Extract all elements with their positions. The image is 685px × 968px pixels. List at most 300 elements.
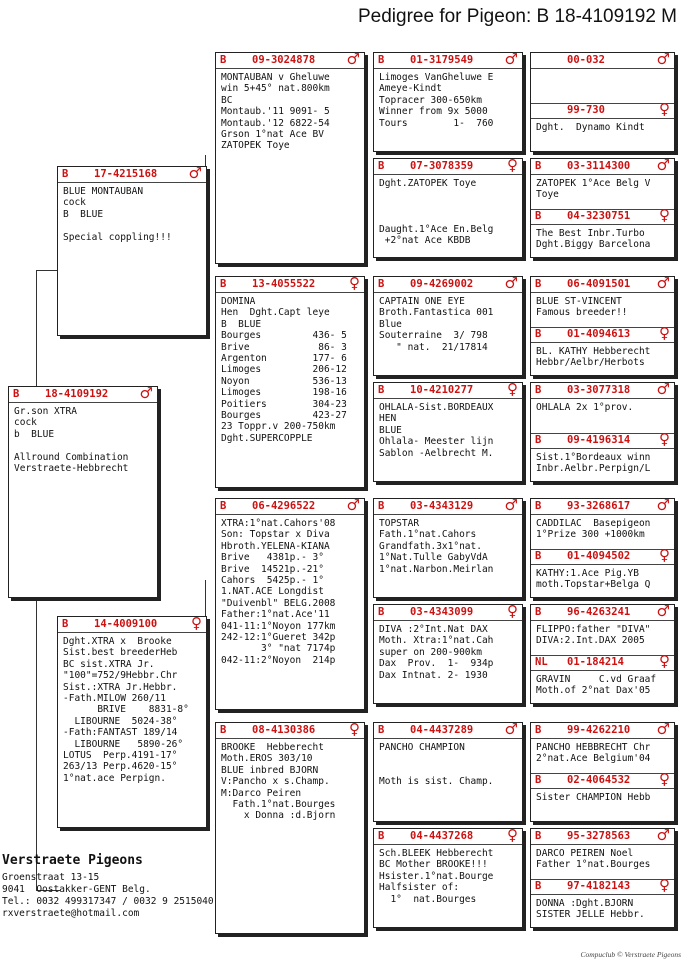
note-line: Gr.son XTRA xyxy=(14,406,77,417)
note-line xyxy=(63,220,203,231)
note-line: BC xyxy=(221,94,233,106)
note-line xyxy=(379,212,519,223)
pigeon-header xyxy=(216,723,364,739)
pigeon-card-g4-3[interactable] xyxy=(373,276,523,376)
pigeon-notes xyxy=(216,515,364,666)
ring-number: 93-3268617 xyxy=(567,500,631,512)
note-line: x Donna :d.Bjorn xyxy=(221,810,336,822)
pigeon-pair-3 xyxy=(530,276,675,376)
note-line: Limoges 198-16 xyxy=(221,387,347,399)
ring-number: 09-4269002 xyxy=(410,278,474,290)
pigeon-card-g5-hen[interactable] xyxy=(531,876,674,928)
note-line: 042-11:2°Noyon 214p xyxy=(221,654,336,666)
pigeon-header xyxy=(531,206,674,225)
ring-number: 09-3024878 xyxy=(252,54,316,66)
country-code: B xyxy=(535,434,542,446)
pigeon-notes xyxy=(531,621,674,647)
pigeon-notes xyxy=(531,343,674,369)
breeder-email[interactable]: rxverstraete@hotmail.com xyxy=(2,908,140,919)
ring-number: 13-4055522 xyxy=(252,278,316,290)
note-line: Brive 4381p.- 3° xyxy=(221,552,324,564)
pigeon-pair-5 xyxy=(530,498,675,598)
female-symbol-icon: ♀ xyxy=(659,430,670,448)
pigeon-pair-4 xyxy=(530,382,675,482)
country-code: B xyxy=(535,500,542,512)
note-line: Halfsister of: xyxy=(379,882,460,894)
note-line: LOTUS Perp.4191-17° xyxy=(63,750,178,762)
note-line: PANCHO CHAMPION xyxy=(379,742,465,753)
pigeon-header xyxy=(531,53,674,69)
pigeon-card-g4-7[interactable] xyxy=(373,722,523,822)
country-code: B xyxy=(535,724,542,736)
male-symbol-icon: ♂ xyxy=(656,828,670,844)
pigeon-header xyxy=(374,53,522,69)
note-line: Winner from 9x 5000 xyxy=(379,106,488,118)
pigeon-card-sire-sire[interactable] xyxy=(215,52,365,264)
note-line: b BLUE xyxy=(14,428,55,440)
ring-number: 14-4009100 xyxy=(94,618,158,630)
pigeon-header xyxy=(531,499,674,515)
pigeon-header xyxy=(216,499,364,515)
note-line: FLIPPO:father "DIVA" xyxy=(536,624,651,635)
country-code: B xyxy=(535,830,542,842)
note-line: Toye xyxy=(536,189,559,201)
pigeon-card-dam-dam[interactable] xyxy=(215,722,365,934)
note-line: -Fath.MILOW 260/11 xyxy=(63,693,166,705)
note-line: Sch.BLEEK Hebberecht xyxy=(379,848,494,859)
pigeon-notes xyxy=(531,789,674,803)
male-symbol-icon: ♂ xyxy=(139,386,153,402)
note-line: 1° nat.Bourges xyxy=(379,893,477,905)
pigeon-notes xyxy=(58,183,206,243)
pigeon-notes xyxy=(531,895,674,921)
note-line: Topracer 300-650km xyxy=(379,94,482,106)
country-code: B xyxy=(378,54,385,66)
female-symbol-icon: ♀ xyxy=(507,382,518,398)
pigeon-header xyxy=(531,324,674,343)
note-line: Poitiers 304-23 xyxy=(221,398,347,410)
note-line: CADDILAC Basepigeon xyxy=(536,518,651,529)
note-line: Sist.:XTRA Jr.Hebbr. xyxy=(63,681,178,693)
female-symbol-icon: ♀ xyxy=(659,652,670,670)
pigeon-pair-2 xyxy=(530,158,675,258)
pigeon-card-g4-4[interactable] xyxy=(373,382,523,482)
note-line: XTRA:1°nat.Cahors'08 xyxy=(221,518,336,529)
ring-number: 01-4094613 xyxy=(567,328,631,340)
note-line: 3° "nat 7174p xyxy=(221,643,336,655)
note-line: Limoges VanGheluwe E xyxy=(379,72,494,83)
female-symbol-icon: ♀ xyxy=(507,828,518,844)
note-line: Verstraete-Hebbrecht xyxy=(14,463,129,475)
note-line: Blue xyxy=(379,318,402,330)
note-line: B BLUE xyxy=(63,208,104,220)
pigeon-header xyxy=(531,829,674,845)
pigeon-card-g4-8[interactable] xyxy=(373,828,523,928)
note-line: Allround Combination xyxy=(14,451,129,463)
male-symbol-icon: ♂ xyxy=(656,276,670,292)
note-line: Hen Dght.Capt leye xyxy=(221,307,330,319)
note-line: DARCO PEIREN Noel xyxy=(536,848,634,859)
note-line: Moth.of 2°nat Dax'05 xyxy=(536,685,651,697)
note-line: Dght. Dynamo Kindt xyxy=(536,122,645,133)
note-line: 23 Toppr.v 200-750km xyxy=(221,421,336,433)
pigeon-notes xyxy=(531,671,674,697)
note-line: Montaub.'12 6822-54 xyxy=(221,117,330,129)
ring-number: 03-3114300 xyxy=(567,160,631,172)
note-line: 1°nat.Narbon.Meirlan xyxy=(379,563,494,575)
pigeon-notes xyxy=(216,69,364,152)
male-symbol-icon: ♂ xyxy=(346,52,360,68)
note-line: Son: Topstar x Diva xyxy=(221,529,330,541)
note-line: "Duivenbl" BELG.2008 xyxy=(221,597,336,609)
ring-number: 17-4215168 xyxy=(94,168,158,180)
ring-number: 06-4296522 xyxy=(252,500,316,512)
note-line: Dght.XTRA x Brooke xyxy=(63,636,172,647)
pigeon-card-dam-sire[interactable] xyxy=(215,498,365,710)
note-line: Sablon -Aelbrecht M. xyxy=(379,447,494,459)
note-line: Moth is sist. Champ. xyxy=(379,776,494,788)
note-line: 2°nat.Ace Belgium'04 xyxy=(536,753,651,765)
note-line: BLUE ST-VINCENT xyxy=(536,296,622,307)
pigeon-notes xyxy=(216,739,364,822)
pigeon-card-g5-hen[interactable] xyxy=(531,324,674,376)
note-line: Sist.1°Bordeaux winn xyxy=(536,452,651,463)
pigeon-notes xyxy=(216,293,364,444)
note-line: Moth. Xtra:1°nat.Cah xyxy=(379,635,494,647)
pigeon-card-dam[interactable] xyxy=(57,616,207,828)
note-line: "100"=752/9Hebbr.Chr xyxy=(63,670,178,682)
note-line: TOPSTAR xyxy=(379,518,420,529)
ring-number: 06-4091501 xyxy=(567,278,631,290)
pigeon-notes xyxy=(531,399,674,413)
female-symbol-icon: ♀ xyxy=(507,604,518,620)
pigeon-card-g4-5[interactable] xyxy=(373,498,523,598)
note-line: GRAVIN C.vd Graaf xyxy=(536,674,657,685)
country-code: B xyxy=(378,384,385,396)
note-line: 1°Nat.Tulle GabyVdA xyxy=(379,552,488,564)
pigeon-header xyxy=(58,167,206,183)
pigeon-notes xyxy=(531,449,674,475)
note-line: Dght.Biggy Barcelona xyxy=(536,239,651,251)
note-line: 242-12:1°Gueret 342p xyxy=(221,632,336,644)
pigeon-header xyxy=(531,876,674,895)
pigeon-header xyxy=(374,499,522,515)
male-symbol-icon: ♂ xyxy=(656,382,670,398)
note-line: Hbroth.YELENA-KIANA xyxy=(221,540,330,552)
ring-number: 01-184214 xyxy=(567,656,624,668)
note-line: V:Pancho x s.Champ. xyxy=(221,776,330,788)
ring-number: 01-4094502 xyxy=(567,550,631,562)
pigeon-header xyxy=(9,387,157,403)
note-line: BC Mother BROOKE!!! xyxy=(379,859,488,871)
note-line: BLUE xyxy=(379,424,402,436)
pigeon-notes xyxy=(374,515,522,575)
ring-number: 08-4130386 xyxy=(252,724,316,736)
note-line: BROOKE Hebberecht xyxy=(221,742,324,753)
pigeon-header xyxy=(374,383,522,399)
ring-number: 01-3179549 xyxy=(410,54,474,66)
country-code: B xyxy=(62,168,69,180)
note-line: 1°Prize 300 +1000km xyxy=(536,529,645,541)
note-line: Bourges 423-27 xyxy=(221,410,347,422)
note-line: Souterraine 3/ 798 xyxy=(379,330,488,342)
ring-number: 03-4343129 xyxy=(410,500,474,512)
page-title: Pedigree for Pigeon: B 18-4109192 M xyxy=(358,6,677,27)
note-line: The Best Inbr.Turbo xyxy=(536,228,645,239)
note-line: MONTAUBAN v Gheluwe xyxy=(221,72,330,83)
ring-number: 95-3278563 xyxy=(567,830,631,842)
ring-number: 00-032 xyxy=(567,54,605,66)
note-line: Sister CHAMPION Hebb xyxy=(536,792,651,803)
female-symbol-icon: ♀ xyxy=(507,158,518,174)
note-line: Montaub.'11 9091- 5 xyxy=(221,106,330,118)
pigeon-notes xyxy=(531,739,674,765)
note-line: Tours 1- 760 xyxy=(379,117,494,129)
note-line: Father 1°nat.Bourges xyxy=(536,859,651,871)
note-line: Brive 86- 3 xyxy=(221,341,347,353)
pigeon-card-g5-cock[interactable] xyxy=(531,159,674,209)
note-line: 1°nat.ace Perpign. xyxy=(63,772,166,784)
ring-number: 03-3077318 xyxy=(567,384,631,396)
pigeon-notes xyxy=(531,69,674,72)
pigeon-card-g5-hen[interactable] xyxy=(531,100,674,152)
note-line: BC sist.XTRA Jr. xyxy=(63,658,155,670)
pigeon-card-g5-cock[interactable] xyxy=(531,723,674,773)
note-line: Inbr.Aelbr.Perpign/L xyxy=(536,463,651,475)
note-line: LIBOURNE 5024-38° xyxy=(63,715,178,727)
female-symbol-icon: ♀ xyxy=(349,722,360,738)
pigeon-pair-7 xyxy=(530,722,675,822)
country-code: B xyxy=(220,500,227,512)
male-symbol-icon: ♂ xyxy=(504,722,518,738)
pigeon-header xyxy=(531,383,674,399)
female-symbol-icon: ♀ xyxy=(349,276,360,292)
pigeon-header xyxy=(531,546,674,565)
pigeon-pair-8 xyxy=(530,828,675,928)
pigeon-notes xyxy=(374,621,522,681)
note-line: DONNA :Dght.BJORN xyxy=(536,898,634,909)
note-line: PANCHO HEBBRECHT Chr xyxy=(536,742,651,753)
pigeon-header xyxy=(58,617,206,633)
breeder-address-2: 9041 Oostakker-GENT Belg. xyxy=(2,884,151,895)
country-code: B xyxy=(62,618,69,630)
pigeon-card-sire[interactable] xyxy=(57,166,207,336)
note-line: Dght.SUPERCOPPLE xyxy=(221,432,313,444)
note-line: Ameye-Kindt xyxy=(379,83,442,95)
ring-number: 04-4437268 xyxy=(410,830,474,842)
note-line: +2°nat Ace KBDB xyxy=(379,234,471,246)
note-line: Hsister.1°nat.Bourge xyxy=(379,870,494,882)
pigeon-card-sire-dam[interactable] xyxy=(215,276,365,488)
ring-number: 04-4437289 xyxy=(410,724,474,736)
pigeon-card-g5-cock[interactable] xyxy=(531,605,674,655)
pigeon-card-g5-cock[interactable] xyxy=(531,499,674,549)
note-line: CAPTAIN ONE EYE xyxy=(379,296,465,307)
pigeon-card-g5-hen[interactable] xyxy=(531,430,674,482)
note-line xyxy=(379,753,519,764)
note-line: Cahors 5425p.- 1° xyxy=(221,575,324,587)
note-line: DIVA :2°Int.Nat DAX xyxy=(379,624,488,635)
pigeon-pair-6 xyxy=(530,604,675,704)
note-line: Noyon 536-13 xyxy=(221,375,347,387)
note-line xyxy=(379,765,519,776)
pigeon-card-g5-cock[interactable] xyxy=(531,829,674,879)
pigeon-header xyxy=(531,652,674,671)
pigeon-header xyxy=(374,159,522,175)
pigeon-notes xyxy=(374,845,522,905)
note-line: " nat. 21/17814 xyxy=(379,341,488,353)
pigeon-notes xyxy=(531,175,674,201)
pigeon-header xyxy=(531,770,674,789)
pigeon-notes xyxy=(58,633,206,784)
male-symbol-icon: ♂ xyxy=(504,52,518,68)
note-line: Dax Prov. 1- 934p xyxy=(379,658,494,670)
country-code: B xyxy=(13,388,20,400)
country-code: B xyxy=(535,880,542,892)
pigeon-notes xyxy=(374,399,522,459)
pigeon-notes xyxy=(531,225,674,251)
female-symbol-icon: ♀ xyxy=(191,616,202,632)
note-line: 263/13 Perp.4620-15° xyxy=(63,761,178,773)
male-symbol-icon: ♂ xyxy=(656,722,670,738)
country-code: B xyxy=(220,278,227,290)
note-line: OHLALA 2x 1°prov. xyxy=(536,402,634,413)
pigeon-card-subject[interactable] xyxy=(8,386,158,598)
pigeon-notes xyxy=(374,739,522,788)
pigeon-notes xyxy=(9,403,157,474)
ring-number: 99-4262210 xyxy=(567,724,631,736)
ring-number: 18-4109192 xyxy=(45,388,109,400)
pigeon-header xyxy=(374,277,522,293)
breeder-info xyxy=(2,853,214,920)
pigeon-header xyxy=(216,277,364,293)
pigeon-card-g4-2[interactable] xyxy=(373,158,523,258)
note-line: BRIVE 8831-8° xyxy=(63,704,189,716)
female-symbol-icon: ♀ xyxy=(659,770,670,788)
note-line xyxy=(379,189,519,200)
note-line: BLUE MONTAUBAN xyxy=(63,186,144,197)
ring-number: 03-4343099 xyxy=(410,606,474,618)
pigeon-card-g5-hen[interactable] xyxy=(531,546,674,598)
note-line: Fath.1°nat.Bourges xyxy=(221,799,336,811)
note-line: Brive 14521p.-21° xyxy=(221,563,324,575)
pigeon-header xyxy=(531,605,674,621)
female-symbol-icon: ♀ xyxy=(659,206,670,224)
note-line: Special coppling!!! xyxy=(63,231,172,243)
female-symbol-icon: ♀ xyxy=(659,100,670,118)
note-line: OHLALA-Sist.BORDEAUX xyxy=(379,402,494,413)
note-line xyxy=(14,440,154,451)
pigeon-card-g5-hen[interactable] xyxy=(531,206,674,258)
country-code: B xyxy=(535,774,542,786)
pigeon-card-g5-cock[interactable] xyxy=(531,53,674,103)
country-code: B xyxy=(535,384,542,396)
ring-number: 96-4263241 xyxy=(567,606,631,618)
pigeon-card-g5-cock[interactable] xyxy=(531,277,674,327)
pigeon-card-g5-cock[interactable] xyxy=(531,383,674,433)
pigeon-notes xyxy=(531,515,674,541)
female-symbol-icon: ♀ xyxy=(659,324,670,342)
country-code: B xyxy=(378,160,385,172)
country-code: B xyxy=(535,550,542,562)
note-line: super on 200-900km xyxy=(379,646,482,658)
male-symbol-icon: ♂ xyxy=(656,498,670,514)
male-symbol-icon: ♂ xyxy=(188,166,202,182)
pigeon-header xyxy=(374,605,522,621)
pigeon-notes xyxy=(531,119,674,133)
note-line: 041-11:1°Noyon 177km xyxy=(221,620,336,632)
note-line: Hebbr/Aelbr/Herbots xyxy=(536,357,645,369)
note-line: win 5+45° nat.800km xyxy=(221,83,330,95)
pigeon-card-g4-1[interactable] xyxy=(373,52,523,152)
country-code: B xyxy=(535,278,542,290)
note-line: B BLUE xyxy=(221,318,262,330)
country-code: B xyxy=(378,606,385,618)
note-line: KATHY:1.Ace Pig.YB xyxy=(536,568,639,579)
country-code: B xyxy=(535,606,542,618)
note-line: LIBOURNE 5890-26° xyxy=(63,738,184,750)
pigeon-notes xyxy=(374,175,522,246)
ring-number: 99-730 xyxy=(567,104,605,116)
note-line: moth.Topstar+Belga Q xyxy=(536,579,651,591)
pigeon-notes xyxy=(531,565,674,591)
pigeon-card-g5-hen[interactable] xyxy=(531,770,674,822)
note-line: Broth.Fantastica 001 xyxy=(379,307,494,319)
country-code: NL xyxy=(535,656,548,668)
female-symbol-icon: ♀ xyxy=(659,876,670,894)
pigeon-card-g4-6[interactable] xyxy=(373,604,523,704)
note-line: BLUE inbred BJORN xyxy=(221,764,319,776)
country-code: B xyxy=(220,724,227,736)
breeder-name: Verstraete Pigeons xyxy=(2,853,143,868)
note-line: Sist.best breederHeb xyxy=(63,647,178,659)
breeder-address-1: Groenstraat 13-15 xyxy=(2,872,100,883)
male-symbol-icon: ♂ xyxy=(504,498,518,514)
ring-number: 10-4210277 xyxy=(410,384,474,396)
note-line: Dght.ZATOPEK Toye xyxy=(379,178,477,189)
male-symbol-icon: ♂ xyxy=(504,276,518,292)
note-line: Ohlala- Meester lijn xyxy=(379,436,494,448)
pigeon-card-g5-hen[interactable] xyxy=(531,652,674,704)
note-line: -Fath:FANTAST 189/14 xyxy=(63,727,178,739)
country-code: B xyxy=(378,278,385,290)
pigeon-notes xyxy=(531,845,674,871)
pigeon-notes xyxy=(531,293,674,319)
pigeon-header xyxy=(531,430,674,449)
note-line: DOMINA xyxy=(221,296,256,307)
country-code: B xyxy=(220,54,227,66)
country-code: B xyxy=(535,328,542,340)
note-line: Dax Intnat. 2- 1930 xyxy=(379,669,488,681)
note-line: Famous breeder!! xyxy=(536,307,628,319)
male-symbol-icon: ♂ xyxy=(346,498,360,514)
ring-number: 07-3078359 xyxy=(410,160,474,172)
note-line: Moth.EROS 303/10 xyxy=(221,753,313,765)
male-symbol-icon: ♂ xyxy=(656,604,670,620)
pigeon-notes xyxy=(374,293,522,353)
pigeon-pair-1 xyxy=(530,52,675,152)
copyright-footer: Compuclub © Verstraete Pigeons xyxy=(580,950,681,959)
ring-number: 04-3230751 xyxy=(567,210,631,222)
pigeon-header xyxy=(374,829,522,845)
note-line: HEN xyxy=(379,413,397,425)
pigeon-notes xyxy=(374,69,522,129)
note-line: Daught.1°Ace En.Belg xyxy=(379,223,494,235)
note-line: M:Darco Peiren xyxy=(221,787,302,799)
male-symbol-icon: ♂ xyxy=(656,158,670,174)
pigeon-header xyxy=(374,723,522,739)
note-line: SISTER JELLE Hebbr. xyxy=(536,909,645,921)
